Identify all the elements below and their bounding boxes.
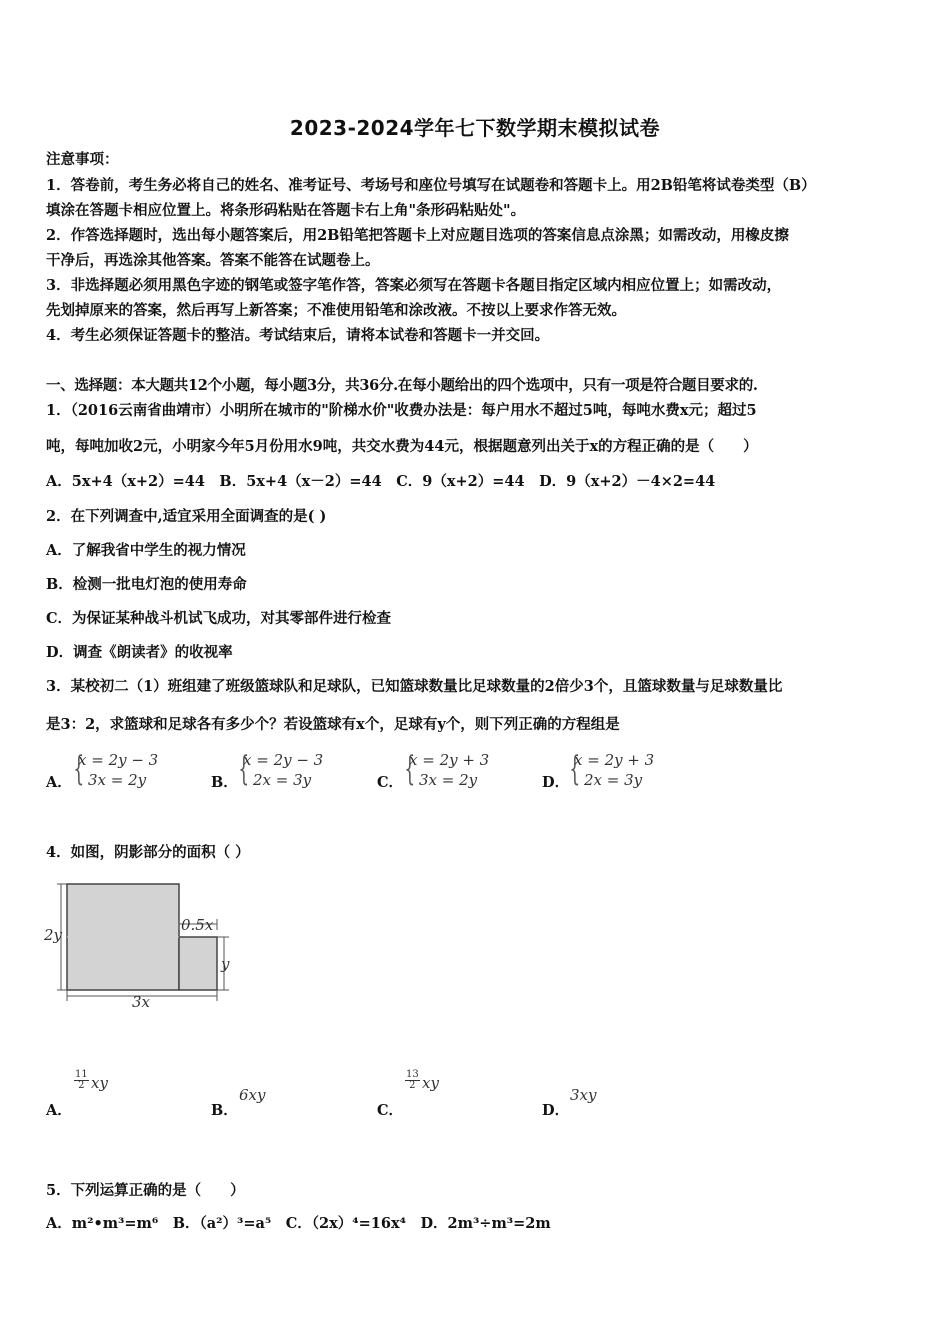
option-label: A． [46,1102,72,1119]
fraction: $\frac{11}{2}$ [75,1069,88,1091]
brace-icon: { [238,749,250,789]
q4-option-d [542,1070,702,1120]
label-y: y [221,955,230,973]
notice-line: 3．非选择题必须用黑色字迹的钢笔或签字笔作答，答案必须写在答题卡各题目指定区域内相应位置上；如需改动， [46,277,782,294]
option-label: C． [377,774,404,791]
equation: 3x = 2y [419,771,478,789]
label-2y: 2y [44,926,63,944]
expression: 3xy [570,1086,597,1104]
q2-option: A．了解我省中学生的视力情况 [46,542,246,559]
option-label: B． [211,774,238,791]
q3-option-d [542,750,702,796]
notice-line: 2．作答选择题时，选出每小题答案后，用2B铅笔把答题卡上对应题目选项的答案信息点涂黑；如需改动，用橡皮擦 [46,227,789,244]
label-3x: 3x [132,993,151,1011]
brace-icon: { [404,749,416,789]
notice-line: 1．答卷前，考生务必将自己的姓名、准考证号、考场号和座位号填写在试题卷和答题卡上。用2B铅笔将试卷类型（B） [46,177,816,194]
q4-option-a [46,1070,206,1120]
q5-options: A．m²•m³=m⁶ B．（a²）³=a⁵ C．（2x）⁴=16x⁴ D．2m³÷m³=2m [46,1215,551,1232]
q3-option-b [211,750,371,796]
option-label: C． [377,1102,404,1119]
notice-line: 干净后，再选涂其他答案。答案不能答在试题卷上。 [46,252,380,269]
equation-system [238,749,324,790]
q5-stem: 5．下列运算正确的是（ ） [46,1182,245,1199]
equation: 3x = 2y [88,771,147,789]
q4-option-c [377,1070,537,1120]
q3-option-a [46,750,206,796]
expression: 6xy [239,1086,266,1104]
expression: xy [422,1074,439,1092]
option-label: B． [211,1102,238,1119]
equation-system [73,749,159,790]
equation: x = 2y − 3 [78,751,159,769]
notice-line: 4．考生必须保证答题卡的整洁。考试结束后，请将本试卷和答题卡一并交回。 [46,327,550,344]
notice-line: 先划掉原来的答案，然后再写上新答案；不准使用铅笔和涂改液。不按以上要求作答无效。 [46,302,626,319]
page-title: 2023-2024学年七下数学期末模拟试卷 [289,116,661,140]
label-0-5x: 0.5x [181,916,214,934]
expression: xy [91,1074,108,1092]
q4-options [46,1070,906,1120]
option-label: D． [542,1102,570,1119]
equation-system [569,749,655,790]
equation: 2x = 3y [253,771,312,789]
q4-option-b [211,1070,371,1120]
q1-options: A．5x+4（x+2）=44 B．5x+4（x－2）=44 C．9（x+2）=44 D．9（x+2）－4×2=44 [46,473,716,490]
q1-stem: 1．（2016云南省曲靖市）小明所在城市的"阶梯水价"收费办法是：每户用水不超过5吨，每吨水费x元；超过5 [46,402,757,419]
equation-system [404,749,490,790]
equation: 2x = 3y [584,771,643,789]
equation: x = 2y − 3 [243,751,324,769]
q3-option-c [377,750,537,796]
equation: x = 2y + 3 [574,751,655,769]
q2-option: B．检测一批电灯泡的使用寿命 [46,576,247,593]
brace-icon: { [73,749,85,789]
q2-option: C．为保证某种战斗机试飞成功，对其零部件进行检查 [46,610,392,627]
brace-icon: { [569,749,581,789]
equation: x = 2y + 3 [409,751,490,769]
notice-heading: 注意事项： [46,151,119,168]
shaded-rect-right [179,937,217,990]
q3-stem: 是3：2，求篮球和足球各有多少个？若设篮球有x个，足球有y个，则下列正确的方程组是 [46,716,620,733]
option-label: A． [46,774,72,791]
fraction: $\frac{13}{2}$ [406,1069,419,1091]
notice-line: 填涂在答题卡相应位置上。将条形码粘贴在答题卡右上角"条形码粘贴处"。 [46,202,526,219]
q2-option: D．调查《朗读者》的收视率 [46,644,233,661]
q4-stem: 4．如图，阴影部分的面积（ ） [46,844,250,861]
q3-stem: 3．某校初二（1）班组建了班级篮球队和足球队，已知篮球数量比足球数量的2倍少3个，且篮球数量与足球数量比 [46,678,783,695]
q1-stem: 吨，每吨加收2元，小明家今年5月份用水9吨，共交水费为44元，根据题意列出关于x的方程正确的是（ ） [46,438,758,455]
section-heading: 一、选择题：本大题共12个小题，每小题3分，共36分.在每小题给出的四个选项中，只有一项是符合题目要求的. [46,377,758,394]
q2-stem: 2．在下列调查中,适宜采用全面调查的是( ) [46,508,327,525]
q4-figure [40,878,240,1012]
option-label: D． [542,774,570,791]
q3-options [46,750,906,796]
